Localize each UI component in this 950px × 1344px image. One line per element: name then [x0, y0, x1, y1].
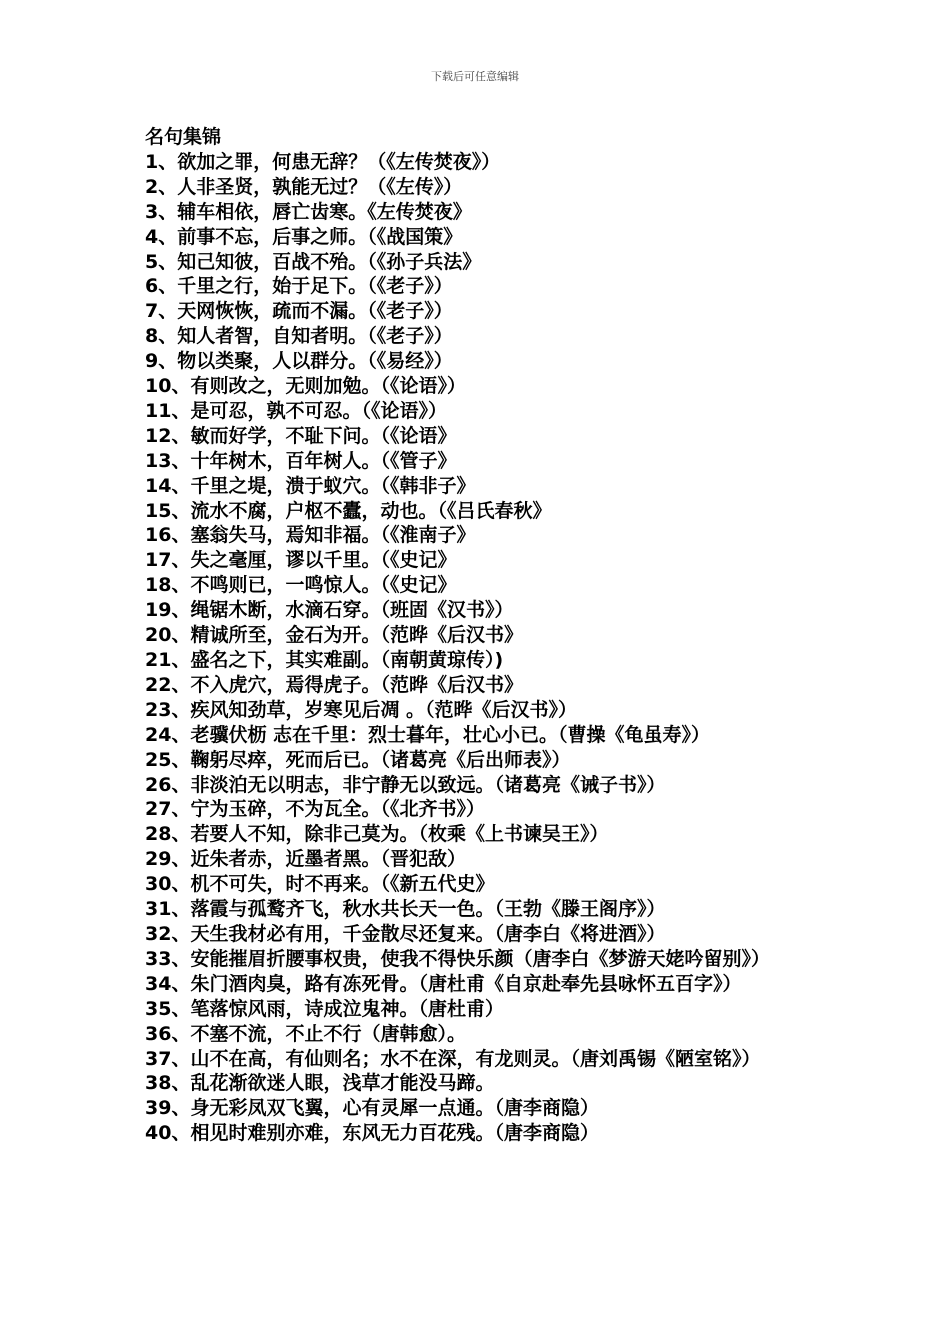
quote-item: 33、安能摧眉折腰事权贵，使我不得快乐颜（唐李白《梦游天姥吟留别》） — [145, 947, 770, 970]
quote-item: 39、身无彩凤双飞翼，心有灵犀一点通。（唐李商隐） — [145, 1097, 599, 1120]
quote-item: 14、千里之堤，溃于蚁穴。（《韩非子》 — [145, 474, 476, 497]
page-header: 下载后可任意编辑 — [431, 70, 519, 83]
quote-item: 24、老骥伏枥 志在千里：烈士暮年，壮心小已。（曹操《龟虽寿》） — [145, 723, 711, 746]
quote-item: 15、流水不腐，户枢不蠹，动也。（《吕氏春秋》 — [145, 499, 552, 522]
quote-item: 22、不入虎穴，焉得虎子。（范晔《后汉书》 — [145, 673, 523, 696]
quote-item: 21、盛名之下，其实难副。（南朝黄琼传）) — [145, 649, 504, 672]
quote-item: 19、绳锯木断，水滴石穿。（班固《汉书》） — [145, 599, 514, 622]
quote-item: 35、笔落惊风雨，诗成泣鬼神。（唐杜甫） — [145, 997, 504, 1020]
quote-item: 18、不鸣则已，一鸣惊人。（《史记》 — [145, 574, 457, 597]
quote-item: 16、塞翁失马，焉知非福。（《淮南子》 — [145, 524, 476, 547]
quote-item: 37、山不在高，有仙则名；水不在深，有龙则灵。（唐刘禹锡《陋室铭》） — [145, 1047, 761, 1070]
quote-item: 30、机不可失，时不再来。（《新五代史》 — [145, 873, 495, 896]
quote-list — [145, 125, 820, 1146]
quote-item: 1、欲加之罪，何患无辞？（《左传焚夜》） — [145, 150, 501, 173]
quote-item: 40、相见时难别亦难，东风无力百花残。（唐李商隐） — [145, 1122, 599, 1145]
quote-item: 4、前事不忘，后事之师。（《战国策》 — [145, 225, 463, 248]
quote-item: 2、人非圣贤，孰能无过？（《左传》） — [145, 175, 463, 198]
quote-item: 34、朱门酒肉臭，路有冻死骨。（唐杜甫《自京赴奉先县咏怀五百字》） — [145, 972, 742, 995]
quote-item: 20、精诚所至，金石为开。（范晔《后汉书》 — [145, 624, 523, 647]
quote-item: 12、敏而好学，不耻下问。（《论语》 — [145, 424, 457, 447]
quote-item: 13、十年树木，百年树人。（《管子》 — [145, 449, 457, 472]
quote-item: 32、天生我材必有用，千金散尽还复来。（唐李白《将进酒》） — [145, 922, 666, 945]
quote-item: 26、非淡泊无以明志，非宁静无以致远。（诸葛亮《诫子书》） — [145, 773, 666, 796]
quote-item: 9、物以类聚，人以群分。（《易经》） — [145, 350, 453, 373]
quote-item: 23、疾风知劲草，岁寒见后凋 。（范晔《后汉书》） — [145, 698, 578, 721]
quote-item: 31、落霞与孤鹜齐飞，秋水共长天一色。（王勃《滕王阁序》） — [145, 898, 666, 921]
quote-item: 5、知己知彼，百战不殆。（《孙子兵法》 — [145, 250, 482, 273]
quote-item: 17、失之毫厘，谬以千里。（《史记》 — [145, 549, 457, 572]
document-title: 名句集锦 — [145, 126, 222, 148]
quote-item: 7、天网恢恢，疏而不漏。（《老子》） — [145, 300, 453, 323]
quote-item: 29、近朱者赤，近墨者黑。（晋犯敌） — [145, 848, 466, 871]
quote-item: 3、辅车相依，唇亡齿寒。《左传焚夜》 — [145, 200, 472, 223]
quote-item: 10、有则改之，无则加勉。（《论语》） — [145, 375, 466, 398]
quote-item: 28、若要人不知，除非己莫为。（枚乘《上书谏吴王》） — [145, 823, 609, 846]
quote-item: 6、千里之行，始于足下。（《老子》） — [145, 275, 453, 298]
quote-item: 8、知人者智，自知者明。（《老子》） — [145, 325, 453, 348]
quote-item: 36、不塞不流，不止不行（唐韩愈）。 — [145, 1022, 466, 1045]
quote-item: 25、鞠躬尽瘁，死而后已。（诸葛亮《后出师表》） — [145, 748, 571, 771]
quote-item: 38、乱花渐欲迷人眼，浅草才能没马蹄。 — [145, 1072, 495, 1095]
quote-item: 27、宁为玉碎，不为瓦全。（《北齐书》） — [145, 798, 485, 821]
quote-item: 11、是可忍，孰不可忍。（《论语》） — [145, 399, 447, 422]
